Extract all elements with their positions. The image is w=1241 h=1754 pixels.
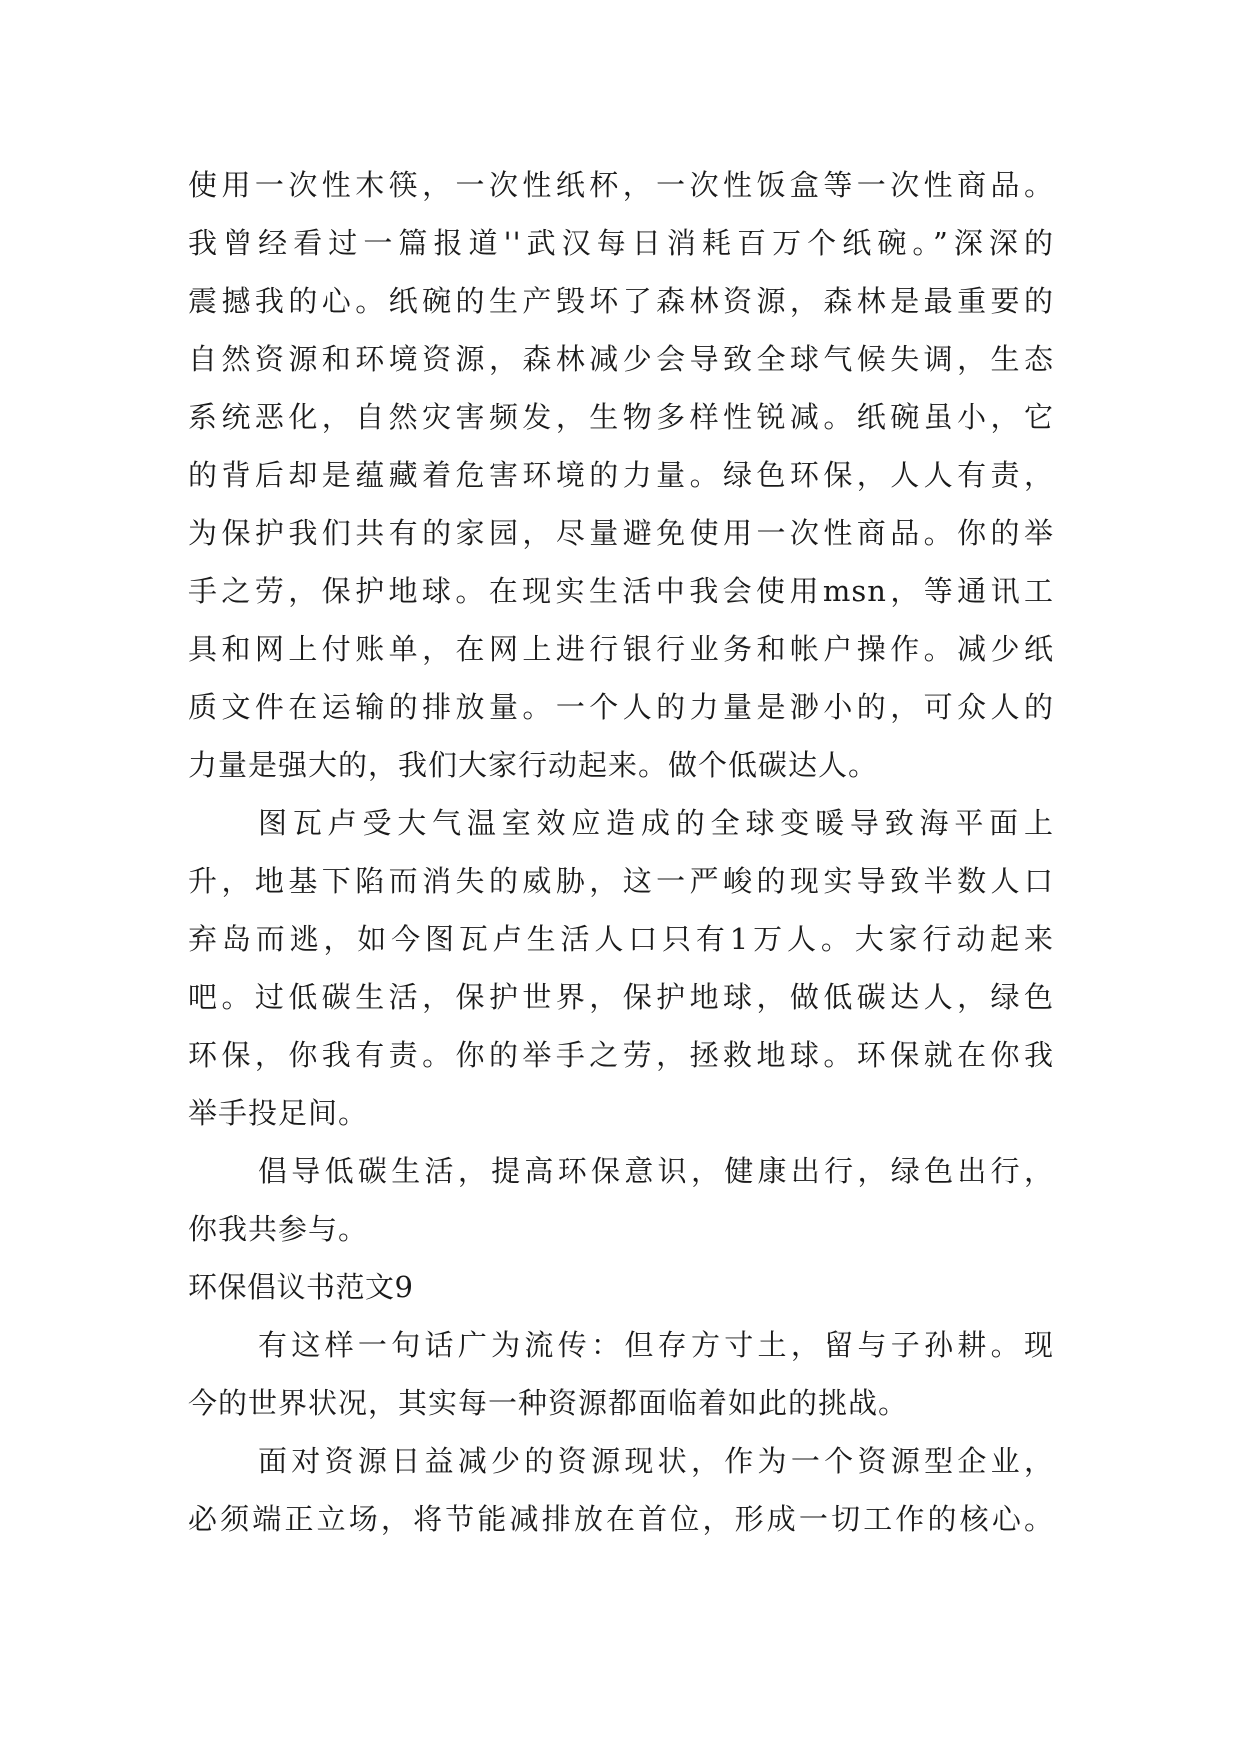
paragraph-start-line: 倡导低碳生活，提高环保意识，健康出行，绿色出行， — [258, 1154, 1054, 1188]
section-heading: 环保倡议书范文9 — [188, 1270, 414, 1304]
text-line: 今的世界状况，其实每一种资源都面临着如此的挑战。 — [188, 1386, 909, 1420]
text-line: 环保，你我有责。你的举手之劳，拯救地球。环保就在你我 — [188, 1038, 1054, 1072]
text-line: 我曾经看过一篇报道''武汉每日消耗百万个纸碗。”深深的 — [188, 226, 1054, 260]
text-line: 弃岛而逃，如今图瓦卢生活人口只有1万人。大家行动起来 — [188, 922, 1054, 956]
text-line: 手之劳，保护地球。在现实生活中我会使用msn，等通讯工 — [188, 574, 1054, 608]
text-line: 具和网上付账单，在网上进行银行业务和帐户操作。减少纸 — [188, 632, 1054, 666]
text-line: 你我共参与。 — [188, 1212, 369, 1246]
paragraph-start-line: 面对资源日益减少的资源现状，作为一个资源型企业， — [258, 1444, 1054, 1478]
text-line: 举手投足间。 — [188, 1096, 369, 1130]
text-line: 吧。过低碳生活，保护世界，保护地球，做低碳达人，绿色 — [188, 980, 1054, 1014]
text-line: 力量是强大的，我们大家行动起来。做个低碳达人。 — [188, 748, 879, 782]
text-line: 系统恶化，自然灾害频发，生物多样性锐减。纸碗虽小，它 — [188, 400, 1054, 434]
paragraph-start-line: 有这样一句话广为流传：但存方寸土，留与子孙耕。现 — [258, 1328, 1054, 1362]
text-line: 震撼我的心。纸碗的生产毁坏了森林资源，森林是最重要的 — [188, 284, 1054, 318]
body-text — [188, 156, 1054, 1548]
text-line: 质文件在运输的排放量。一个人的力量是渺小的，可众人的 — [188, 690, 1054, 724]
text-line: 升，地基下陷而消失的威胁，这一严峻的现实导致半数人口 — [188, 864, 1054, 898]
text-line: 必须端正立场，将节能减排放在首位，形成一切工作的核心。 — [188, 1502, 1054, 1536]
text-line: 的背后却是蕴藏着危害环境的力量。绿色环保，人人有责， — [188, 458, 1054, 492]
text-line: 自然资源和环境资源，森林减少会导致全球气候失调，生态 — [188, 342, 1054, 376]
text-line: 使用一次性木筷，一次性纸杯，一次性饭盒等一次性商品。 — [188, 168, 1054, 202]
text-line: 为保护我们共有的家园，尽量避免使用一次性商品。你的举 — [188, 516, 1054, 550]
paragraph-start-line: 图瓦卢受大气温室效应造成的全球变暖导致海平面上 — [258, 806, 1054, 840]
